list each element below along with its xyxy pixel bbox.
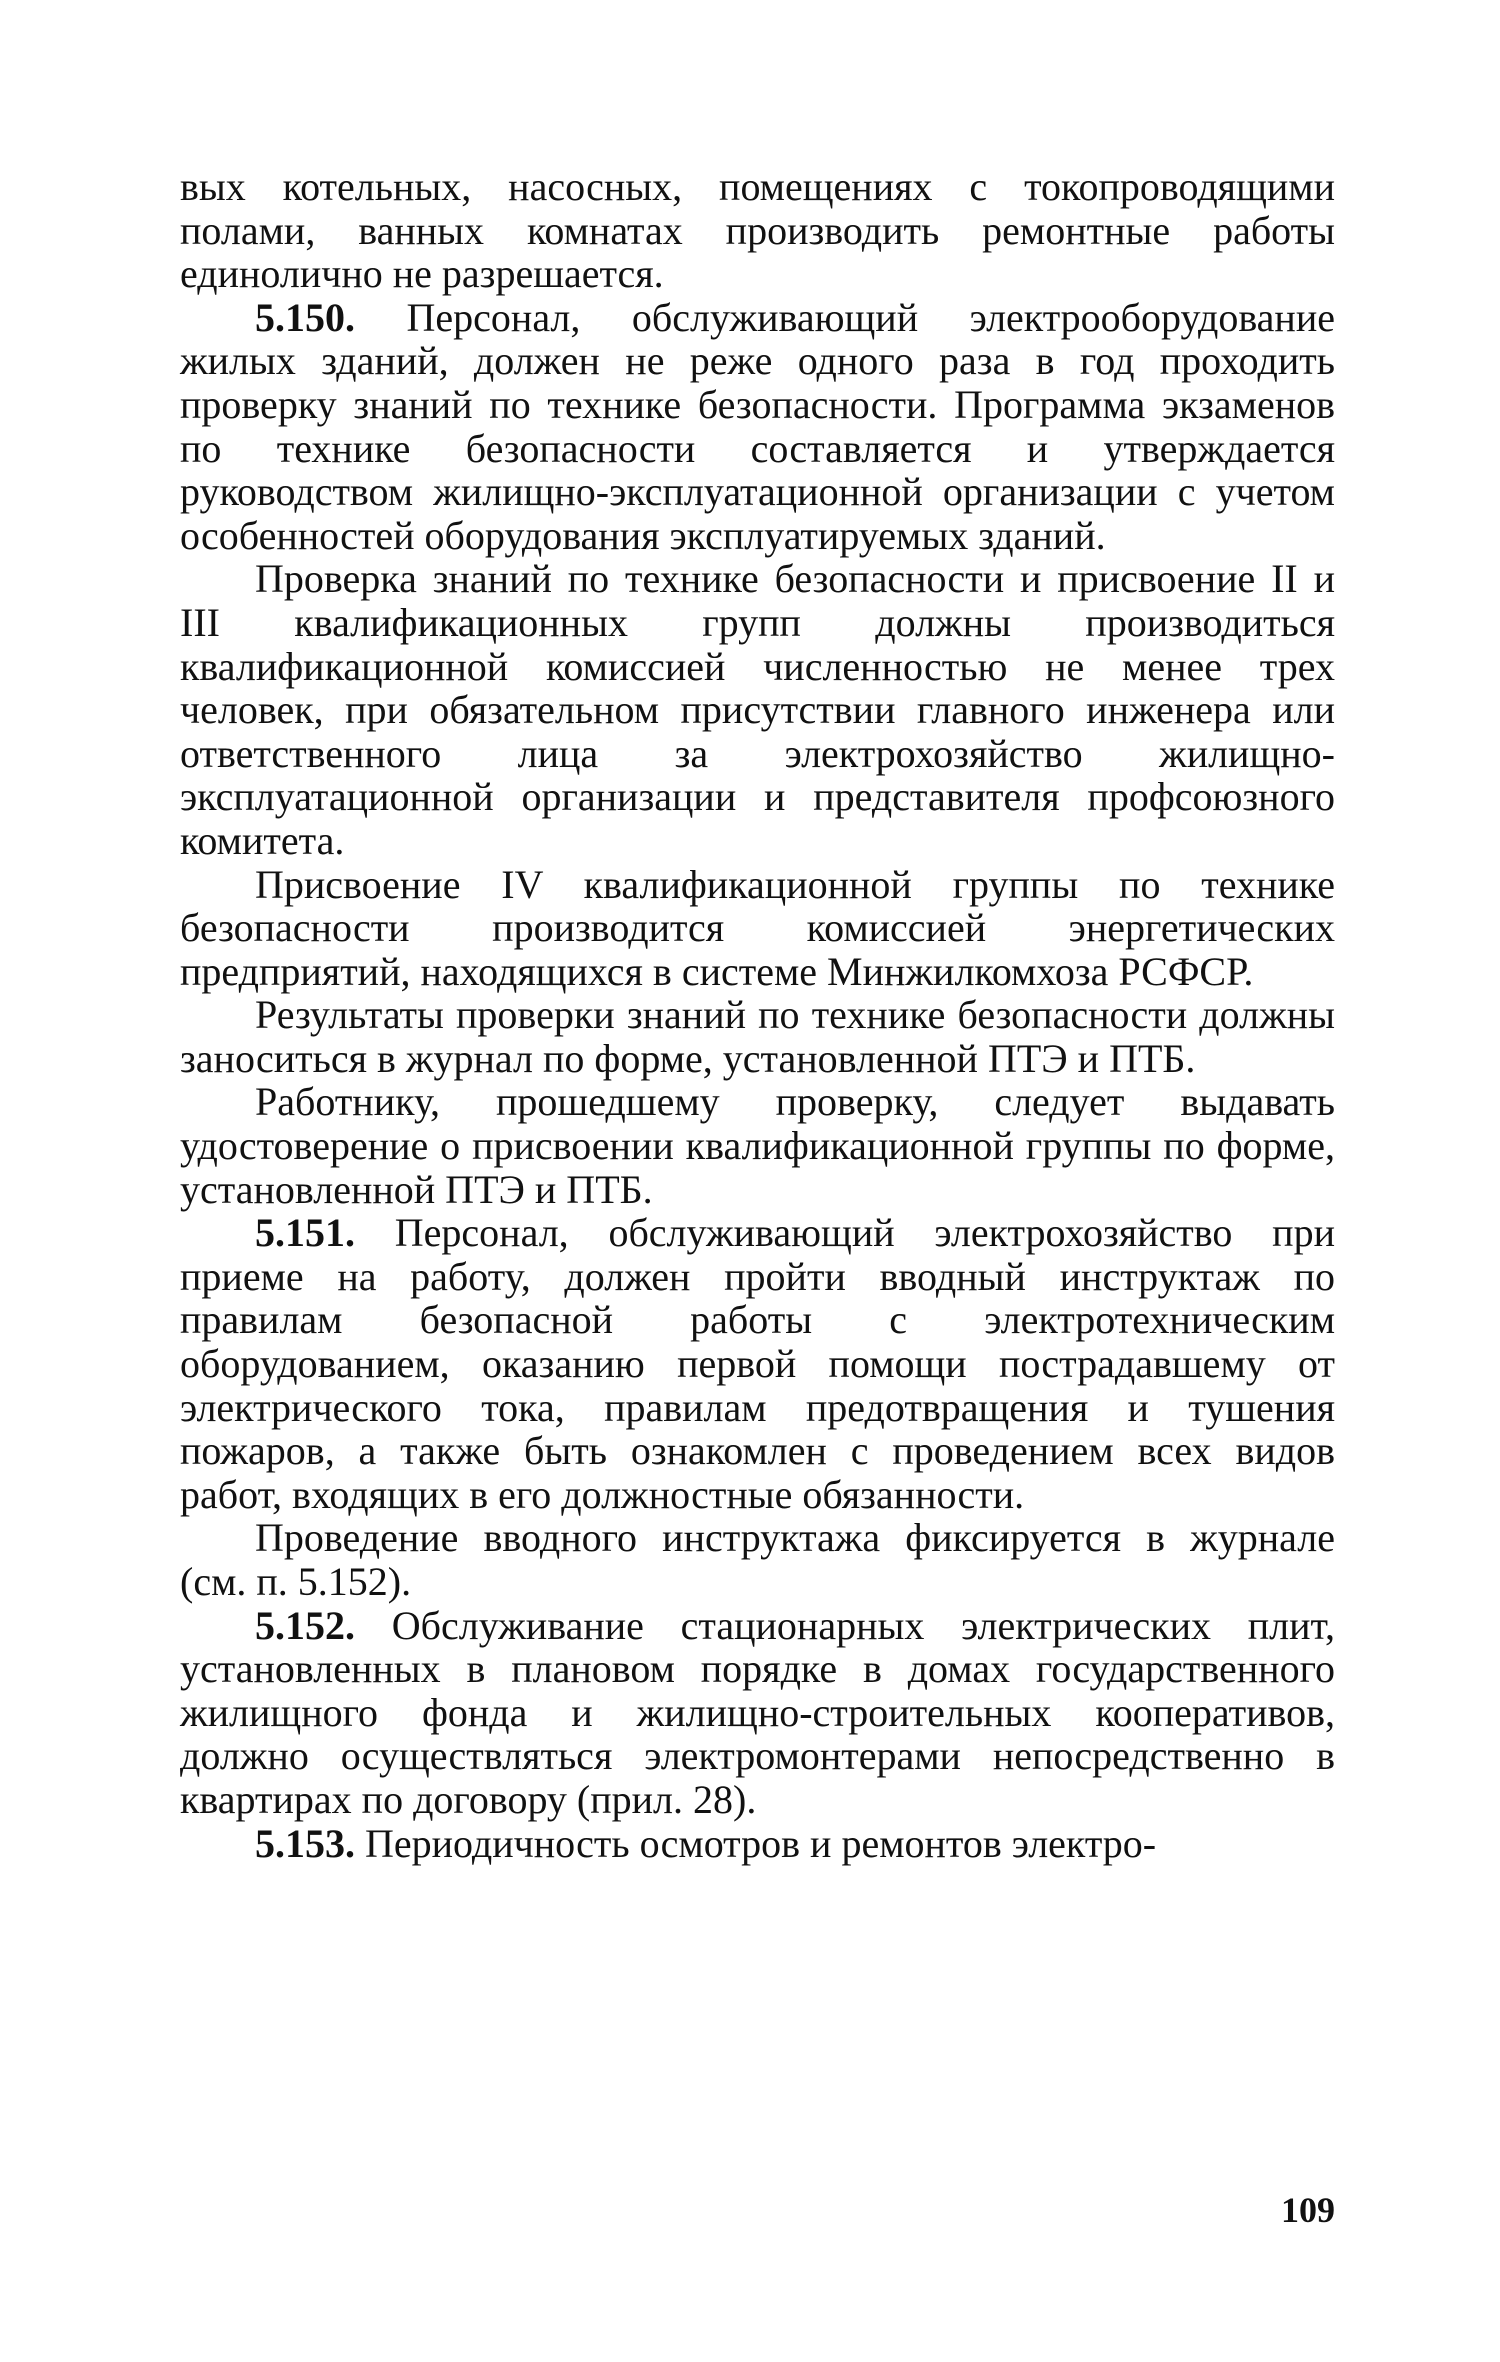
paragraph-continuation: вых котельных, насосных, помещениях с токопроводящими полами, ванных комнатах производить ремонтные работы единолично не разрешается. xyxy=(180,164,1335,297)
page-number: 109 xyxy=(1281,2190,1335,2230)
paragraph-group-iv: Присвоение IV квалификационной группы по технике безопасности производится комиссией энергетических предприятий, находящихся в системе Минжилкомхоза РСФСР. xyxy=(180,861,1335,994)
paragraph-5-150: 5.150. Персонал, обслуживающий электрооборудование жилых зданий, должен не реже одного раза в год проходить проверку знаний по технике безопасности. Программа экзаменов по технике безопасности составляется и утверждается руководством жилищно-эксплуатационной организации с учетом особенностей оборудования эксплуатируемых зданий. xyxy=(180,294,1335,558)
paragraph-knowledge-check: Проверка знаний по технике безопасности и присвоение II и III квалификационных групп должны производиться квалификационной комиссией численностью не менее трех человек, при обязательном присутствии главного инженера или ответственного лица за электрохозяйство жилищно-эксплуатационной организации и представителя профсоюзного комитета. xyxy=(180,556,1335,863)
paragraph-intro-briefing: Проведение вводного инструктажа фиксируется в журнале (см. п. 5.152). xyxy=(180,1515,1335,1604)
paragraph-5-153: 5.153. Периодичность осмотров и ремонтов электро- xyxy=(255,1820,1157,1866)
page-body xyxy=(180,165,1335,1865)
paragraph-results: Результаты проверки знаний по технике безопасности должны заноситься в журнал по форме, установленной ПТЭ и ПТБ. xyxy=(180,992,1335,1081)
clause-number: 5.153. xyxy=(255,1820,355,1866)
clause-number: 5.152. xyxy=(255,1602,355,1648)
paragraph-5-151: 5.151. Персонал, обслуживающий электрохозяйство при приеме на работу, должен пройти вводный инструктаж по правилам безопасной работы с электротехническим оборудованием, оказанию первой помощи пострадавшему от электрического тока, правилам предотвращения и тушения пожаров, а также быть ознакомлен с проведением всех видов работ, входящих в его должностные обязанности. xyxy=(180,1210,1335,1517)
paragraph-certificate: Работнику, прошедшему проверку, следует выдавать удостоверение о присвоении квалификационной группы по форме, установленной ПТЭ и ПТБ. xyxy=(180,1079,1335,1212)
clause-number: 5.151. xyxy=(255,1210,355,1256)
clause-number: 5.150. xyxy=(255,294,355,340)
paragraph-5-152: 5.152. Обслуживание стационарных электрических плит, установленных в плановом порядке в домах государственного жилищного фонда и жилищно-строительных кооперативов, должно осуществляться электромонтерами непосредственно в квартирах по договору (прил. 28). xyxy=(180,1602,1335,1822)
